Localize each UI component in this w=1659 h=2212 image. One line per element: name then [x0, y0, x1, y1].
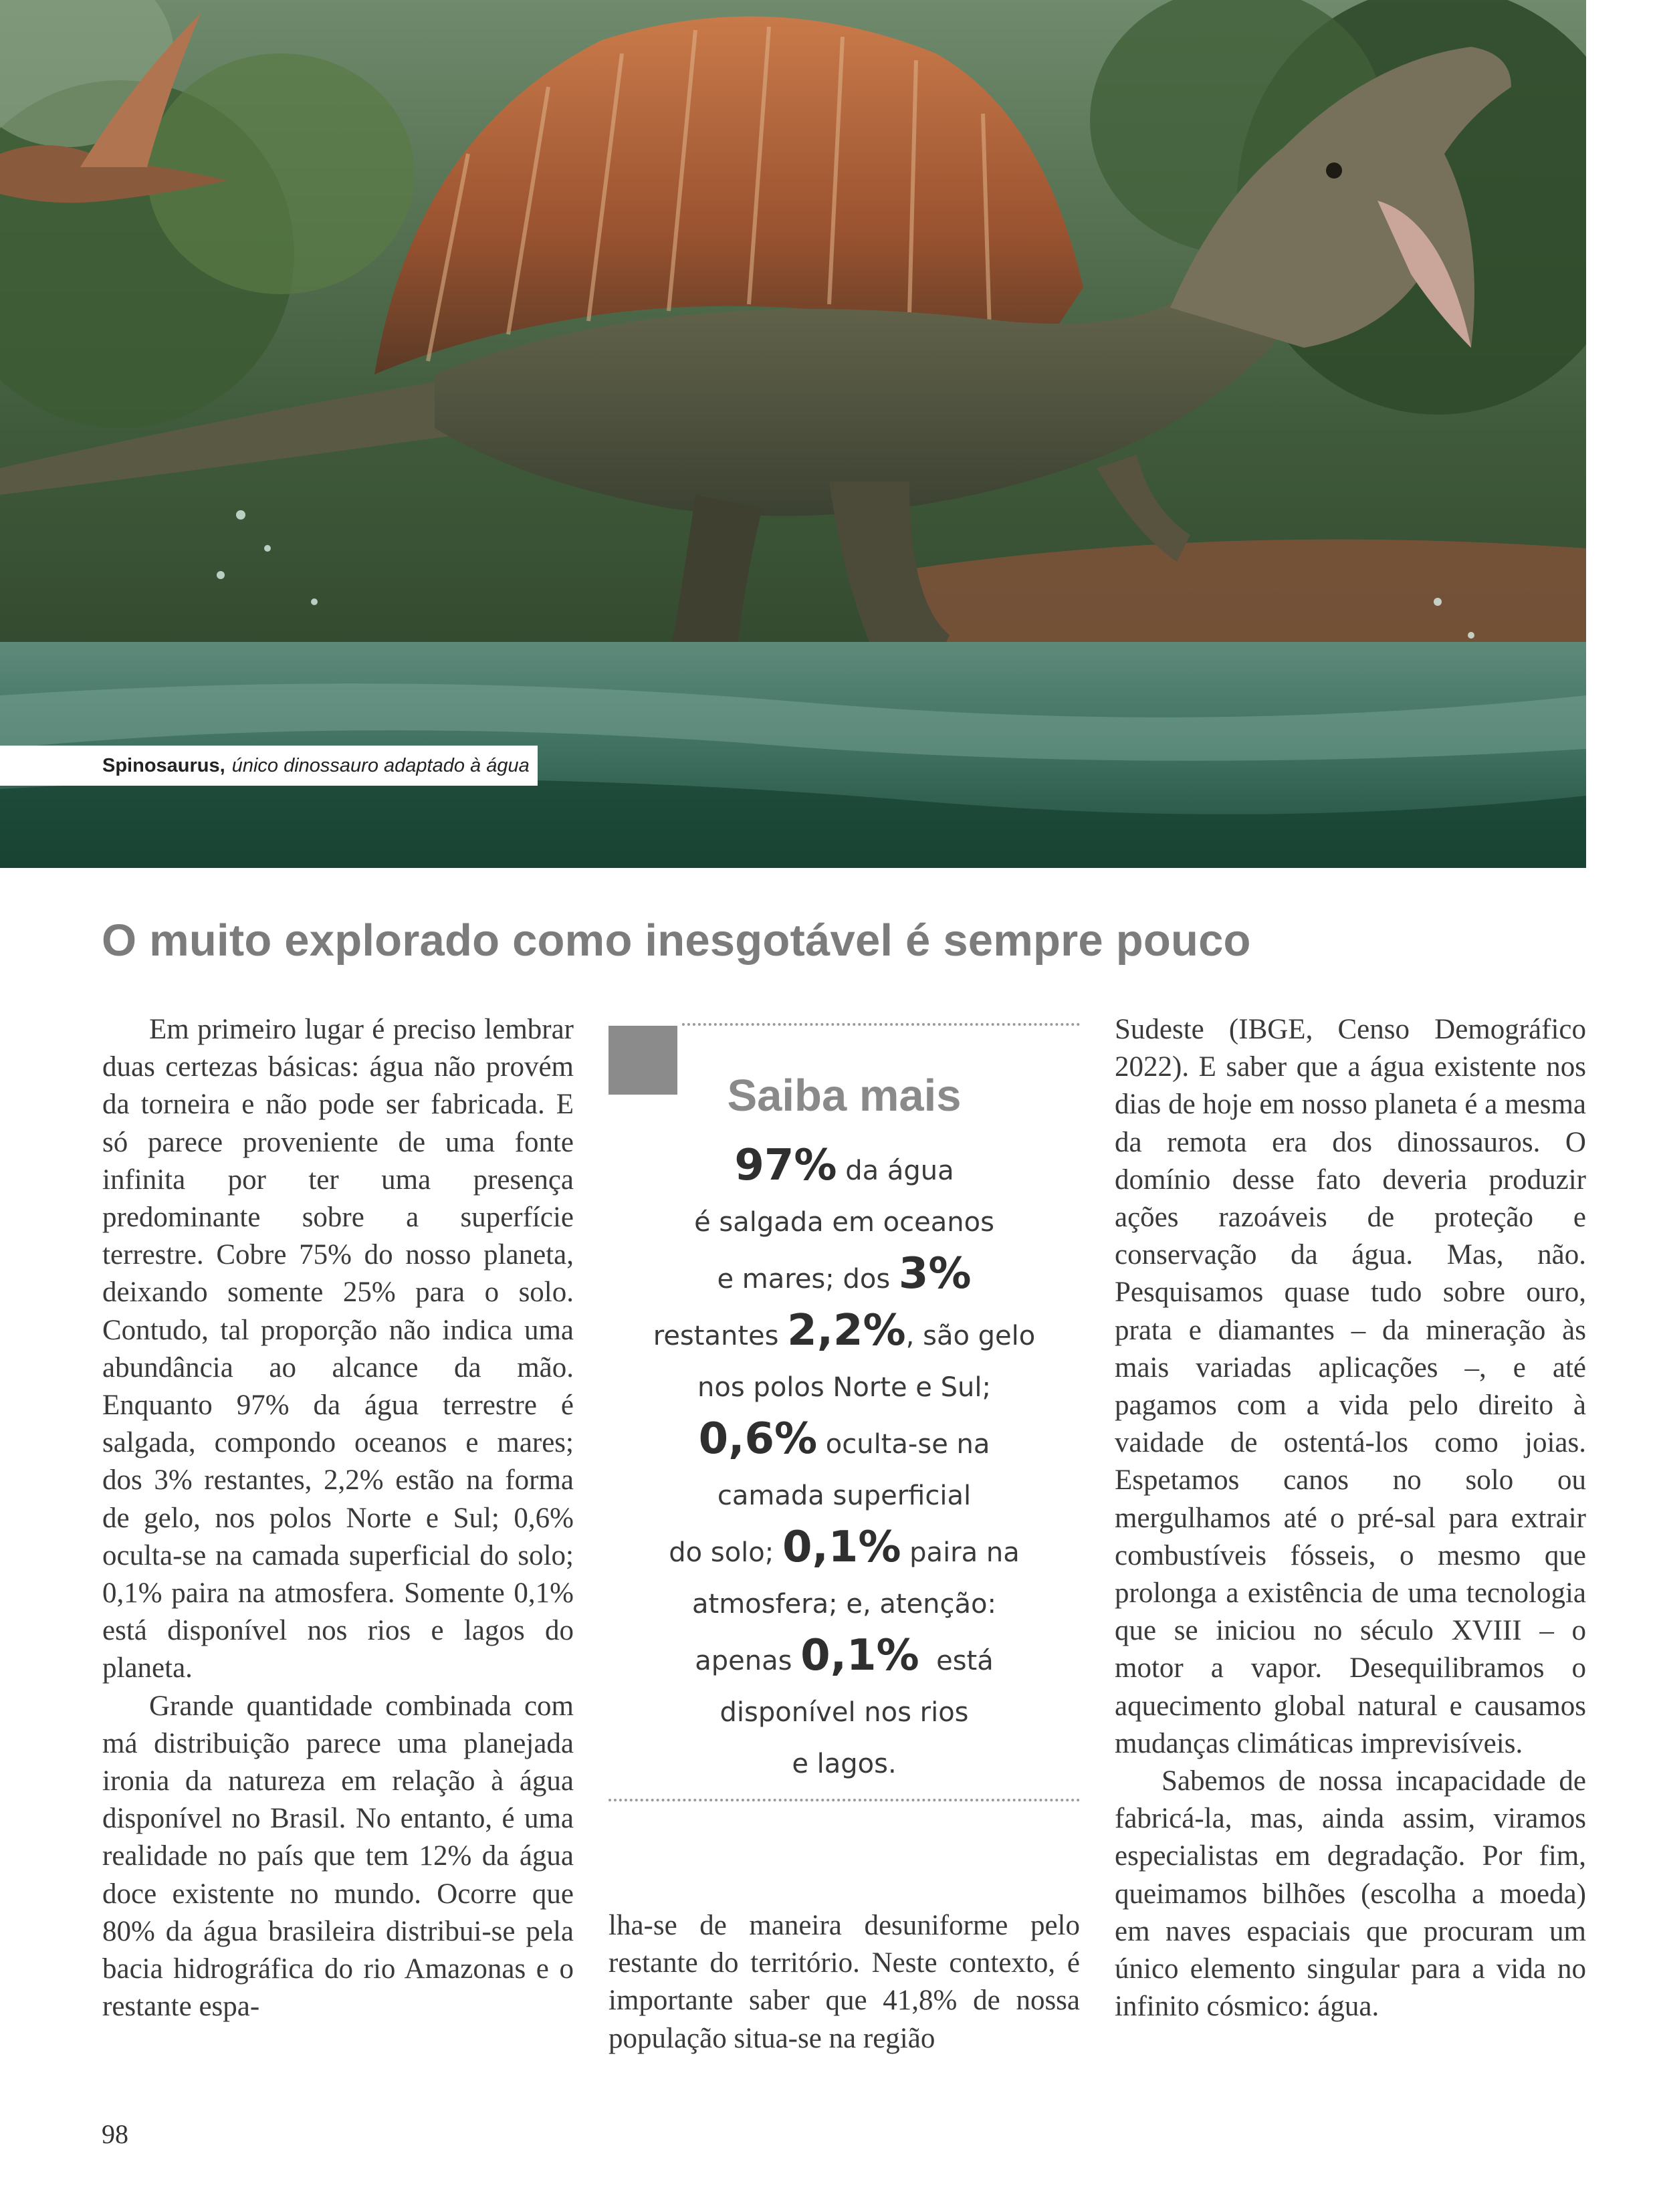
box-text: disponível nos rios: [720, 1697, 969, 1728]
box-text: nos polos Norte e Sul;: [697, 1372, 991, 1403]
paragraph: Em primeiro lugar é preciso lembrar duas certezas básicas: água não provém da torneira e não pode ser fabricada. E só parece proveniente de uma fonte infinita por ter uma presença predominante sobre a superfície terrestre. Cobre 75% do nosso planeta, deixando somente 25% para o solo. Contudo, tal proporção não indica uma abundância ao alcance da mão. Enquanto 97% da água terrestre é salgada, compondo oceanos e mares; dos 3% restantes, 2,2% estão na forma de gelo, nos polos Norte e Sul; 0,6% oculta-se na camada superficial do solo; 0,1% paira na atmosfera. Somente 0,1% está disponível nos rios e lagos do planeta.: [102, 1014, 574, 1684]
saiba-mais-box: [609, 1023, 1080, 1805]
box-text: , são gelo: [905, 1321, 1036, 1351]
paragraph: Grande quantidade combinada com má distribuição parece uma planejada ironia da natureza em relação à água disponível no Brasil. No entanto, é uma realidade no país que tem 12% da água doce existente no mundo. Ocorre que 80% da água brasileira distribui-se pela bacia hidrográfica do rio Amazonas e o restante espa-: [102, 1690, 574, 2023]
box-text: oculta-se na: [817, 1429, 990, 1460]
box-line: [609, 1362, 1080, 1414]
stat-0-1-rivers: 0,1%: [800, 1631, 919, 1680]
box-text: está: [919, 1646, 994, 1676]
box-body: [609, 1140, 1080, 1790]
box-title: Saiba mais: [727, 1071, 962, 1121]
box-text: apenas: [695, 1646, 801, 1676]
column-left: [102, 1011, 574, 2025]
image-caption: [0, 746, 538, 786]
box-line: [609, 1248, 1080, 1305]
article-title: O muito explorado como inesgotável é sempre pouco: [102, 915, 1251, 966]
stat-2-2: 2,2%: [787, 1306, 906, 1355]
box-text: do solo;: [669, 1537, 782, 1568]
box-text: camada superficial: [717, 1480, 972, 1511]
box-line: [609, 1197, 1080, 1248]
box-text: paira na: [901, 1537, 1020, 1568]
box-text: e lagos.: [792, 1749, 897, 1779]
spinosaurus-image: [0, 0, 1586, 868]
dotted-divider-top: [682, 1023, 1080, 1026]
paragraph: Sabemos de nossa incapacidade de fabricá-la, mas, ainda assim, viramos especialistas em degradação. Por fim, queimamos bilhões (escolha a moeda) em naves espaciais que procuram um único elemento singular para a vida no infinito cósmico: água.: [1115, 1765, 1586, 2023]
stat-3: 3%: [898, 1249, 972, 1299]
hero-illustration: [0, 0, 1586, 868]
stat-97: 97%: [734, 1141, 837, 1190]
box-line: [609, 1522, 1080, 1579]
box-line: [609, 1739, 1080, 1790]
box-line: [609, 1687, 1080, 1739]
caption-description: único dinossauro adaptado à água: [231, 754, 530, 776]
box-line: [609, 1140, 1080, 1197]
box-text: da água: [837, 1155, 954, 1186]
box-text: e mares; dos: [717, 1264, 899, 1295]
stat-0-1-atmosphere: 0,1%: [782, 1523, 901, 1572]
page-number: 98: [102, 2119, 128, 2149]
paragraph: lha-se de maneira desuniforme pelo restante do território. Neste contexto, é importante saber que 41,8% de nossa população situa-se na região: [609, 1910, 1080, 2054]
box-text: restantes: [653, 1321, 788, 1351]
box-line: [609, 1579, 1080, 1630]
caption-species: Spinosaurus,: [102, 754, 225, 776]
column-right: [1115, 1011, 1586, 2025]
stat-0-6: 0,6%: [698, 1414, 818, 1464]
paragraph: Sudeste (IBGE, Censo Demográfico 2022). E saber que a água existente nos dias de hoje em nosso planeta é a mesma da remota era dos dinossauros. O domínio desse fato deveria produzir ações razoáveis de proteção e conservação da água. Mas, não. Pesquisamos quase tudo sobre ouro, prata e diamantes – da mineração às mais variadas aplicações –, e até pagamos com a vida pelo direito à vaidade de ostentá-los como joias. Espetamos canos no solo ou mergulhamos até o pré-sal para extrair combustíveis fósseis, o mesmo que prolonga a existência de uma tecnologia que se iniciou no século XVIII – o motor a vapor. Desequilibramos o aquecimento global natural e causamos mudanças climáticas imprevisíveis.: [1115, 1014, 1586, 1759]
box-text: é salgada em oceanos: [694, 1207, 994, 1238]
box-line: [609, 1470, 1080, 1522]
column-middle: [609, 1907, 1080, 2058]
dotted-divider-bottom: [609, 1799, 1080, 1801]
box-line: [609, 1305, 1080, 1362]
box-text: atmosfera; e, atenção:: [692, 1589, 996, 1620]
box-line: [609, 1630, 1080, 1687]
box-line: [609, 1414, 1080, 1470]
